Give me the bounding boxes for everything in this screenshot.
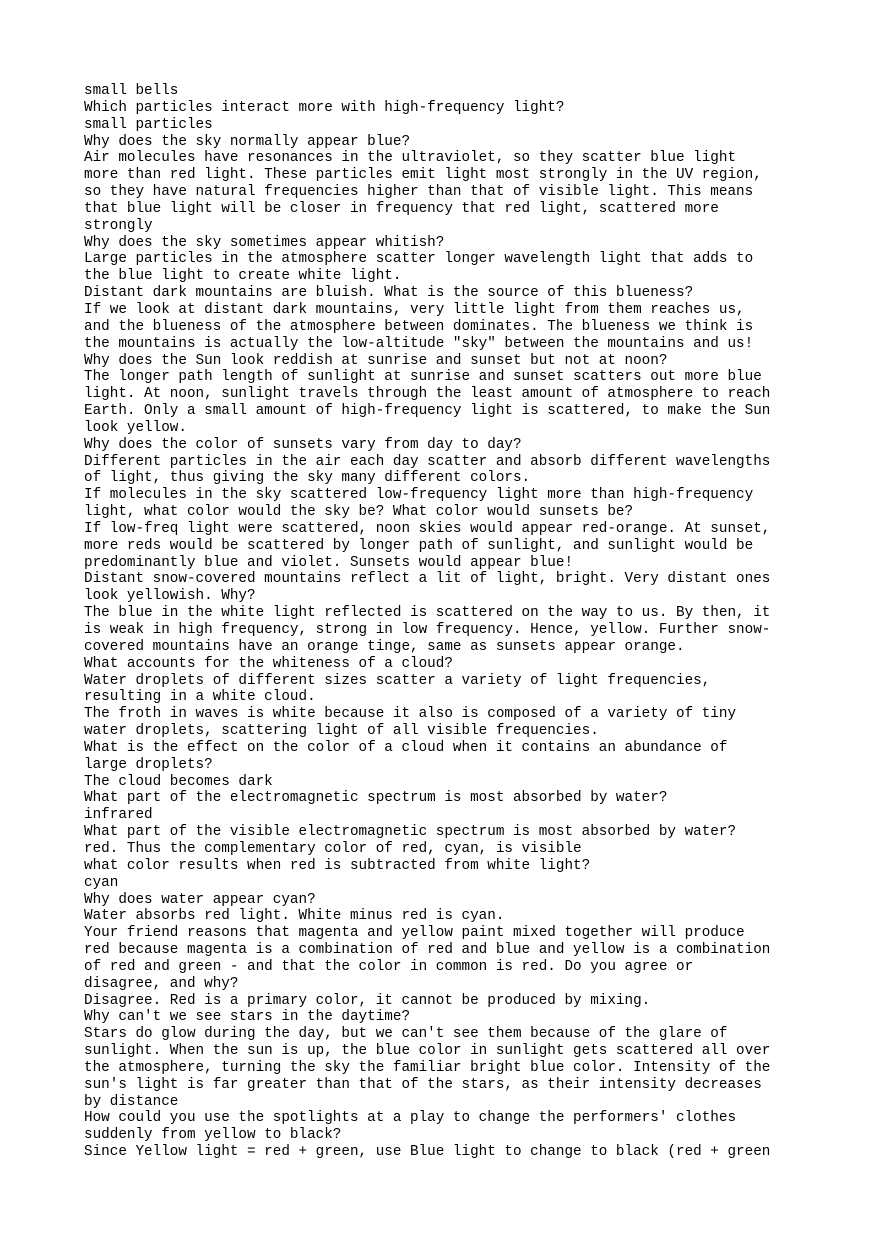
- text-line: What part of the electromagnetic spectrum is most absorbed by water?: [84, 790, 668, 807]
- text-line: Air molecules have resonances in the ultraviolet, so they scatter blue light: [84, 150, 737, 167]
- text-line: red. Thus the complementary color of red, cyan, is visible: [84, 840, 582, 857]
- text-line: Different particles in the air each day scatter and absorb different wavelengths: [84, 453, 771, 470]
- text-line: sunlight. When the sun is up, the blue color in sunlight gets scattered all over: [84, 1043, 771, 1060]
- text-line: covered mountains have an orange tinge, same as sunsets appear orange.: [84, 638, 685, 655]
- text-line: disagree, and why?: [84, 975, 239, 992]
- text-line: more than red light. These particles emit light most strongly in the UV region,: [84, 167, 762, 184]
- text-line: the atmosphere, turning the sky the familiar bright blue color. Intensity of the: [84, 1059, 771, 1076]
- text-line: If low-freq light were scattered, noon skies would appear red-orange. At sunset,: [84, 520, 771, 537]
- text-line: sun's light is far greater than that of the stars, as their intensity decreases: [84, 1076, 762, 1093]
- text-line: of red and green - and that the color in common is red. Do you agree or: [84, 958, 694, 975]
- text-line: Why does the sky normally appear blue?: [84, 133, 411, 150]
- text-line: What part of the visible electromagnetic spectrum is most absorbed by water?: [84, 824, 737, 841]
- text-line: Since Yellow light = red + green, use Blue light to change to black (red + green: [84, 1144, 771, 1161]
- text-line: cyan: [84, 874, 119, 891]
- text-line: suddenly from yellow to black?: [84, 1127, 342, 1144]
- text-line: If molecules in the sky scattered low-frequency light more than high-frequency: [84, 487, 754, 504]
- text-line: The longer path length of sunlight at sunrise and sunset scatters out more blue: [84, 369, 762, 386]
- text-line: Large particles in the atmosphere scatter longer wavelength light that adds to: [84, 251, 754, 268]
- text-line: What is the effect on the color of a cloud when it contains an abundance of: [84, 739, 728, 756]
- text-line: look yellowish. Why?: [84, 588, 256, 605]
- text-line: Stars do glow during the day, but we can't see them because of the glare of: [84, 1026, 728, 1043]
- text-line: Your friend reasons that magenta and yellow paint mixed together will produce: [84, 925, 745, 942]
- text-line: If we look at distant dark mountains, very little light from them reaches us,: [84, 301, 745, 318]
- text-line: Disagree. Red is a primary color, it cannot be produced by mixing.: [84, 992, 651, 1009]
- text-line: large droplets?: [84, 756, 213, 773]
- text-line: light, what color would the sky be? What color would sunsets be?: [84, 504, 634, 521]
- text-line: look yellow.: [84, 419, 187, 436]
- text-line: Distant dark mountains are bluish. What is the source of this blueness?: [84, 285, 694, 302]
- text-line: Water absorbs red light. White minus red is cyan.: [84, 908, 505, 925]
- text-line: The froth in waves is white because it also is composed of a variety of tiny: [84, 706, 737, 723]
- text-line: of light, thus giving the sky many different colors.: [84, 470, 531, 487]
- text-line: Why can't we see stars in the daytime?: [84, 1009, 411, 1026]
- text-line: so they have natural frequencies higher than that of visible light. This means: [84, 184, 754, 201]
- text-line: is weak in high frequency, strong in low frequency. Hence, yellow. Further snow-: [84, 622, 771, 638]
- text-line: Which particles interact more with high-frequency light?: [84, 99, 565, 116]
- text-line: Why does water appear cyan?: [84, 891, 316, 908]
- text-line: light. At noon, sunlight travels through the least amount of atmosphere to reach: [84, 386, 771, 403]
- text-line: predominantly blue and violet. Sunsets would appear blue!: [84, 554, 574, 571]
- text-line: that blue light will be closer in frequency that red light, scattered more: [84, 200, 719, 217]
- text-line: strongly: [84, 217, 153, 234]
- text-line: what color results when red is subtracted from white light?: [84, 857, 591, 874]
- text-line: red because magenta is a combination of red and blue and yellow is a combination: [84, 942, 771, 959]
- text-line: Water droplets of different sizes scatter a variety of light frequencies,: [84, 672, 711, 689]
- text-line: small particles: [84, 116, 213, 133]
- text-line: and the blueness of the atmosphere between dominates. The blueness we think is: [84, 318, 754, 335]
- document-text: [84, 83, 864, 1161]
- text-line: How could you use the spotlights at a play to change the performers' clothes: [84, 1110, 737, 1127]
- text-line: Why does the sky sometimes appear whitish?: [84, 234, 445, 251]
- text-line: Why does the color of sunsets vary from day to day?: [84, 436, 522, 453]
- text-line: by distance: [84, 1093, 179, 1110]
- text-line: more reds would be scattered by longer path of sunlight, and sunlight would be: [84, 537, 754, 554]
- text-line: water droplets, scattering light of all visible frequencies.: [84, 723, 599, 740]
- text-line: The blue in the white light reflected is scattered on the way to us. By then, it: [84, 605, 771, 622]
- text-line: small bells: [84, 83, 179, 99]
- text-line: Why does the Sun look reddish at sunrise and sunset but not at noon?: [84, 352, 668, 369]
- text-line: the mountains is actually the low-altitude "sky" between the mountains and us!: [84, 335, 754, 352]
- text-line: the blue light to create white light.: [84, 268, 402, 285]
- text-line: Earth. Only a small amount of high-frequency light is scattered, to make the Sun: [84, 403, 771, 420]
- text-line: The cloud becomes dark: [84, 773, 273, 790]
- text-line: infrared: [84, 807, 153, 824]
- text-line: resulting in a white cloud.: [84, 689, 316, 706]
- text-line: What accounts for the whiteness of a cloud?: [84, 655, 453, 672]
- text-line: Distant snow-covered mountains reflect a lit of light, bright. Very distant ones: [84, 571, 771, 588]
